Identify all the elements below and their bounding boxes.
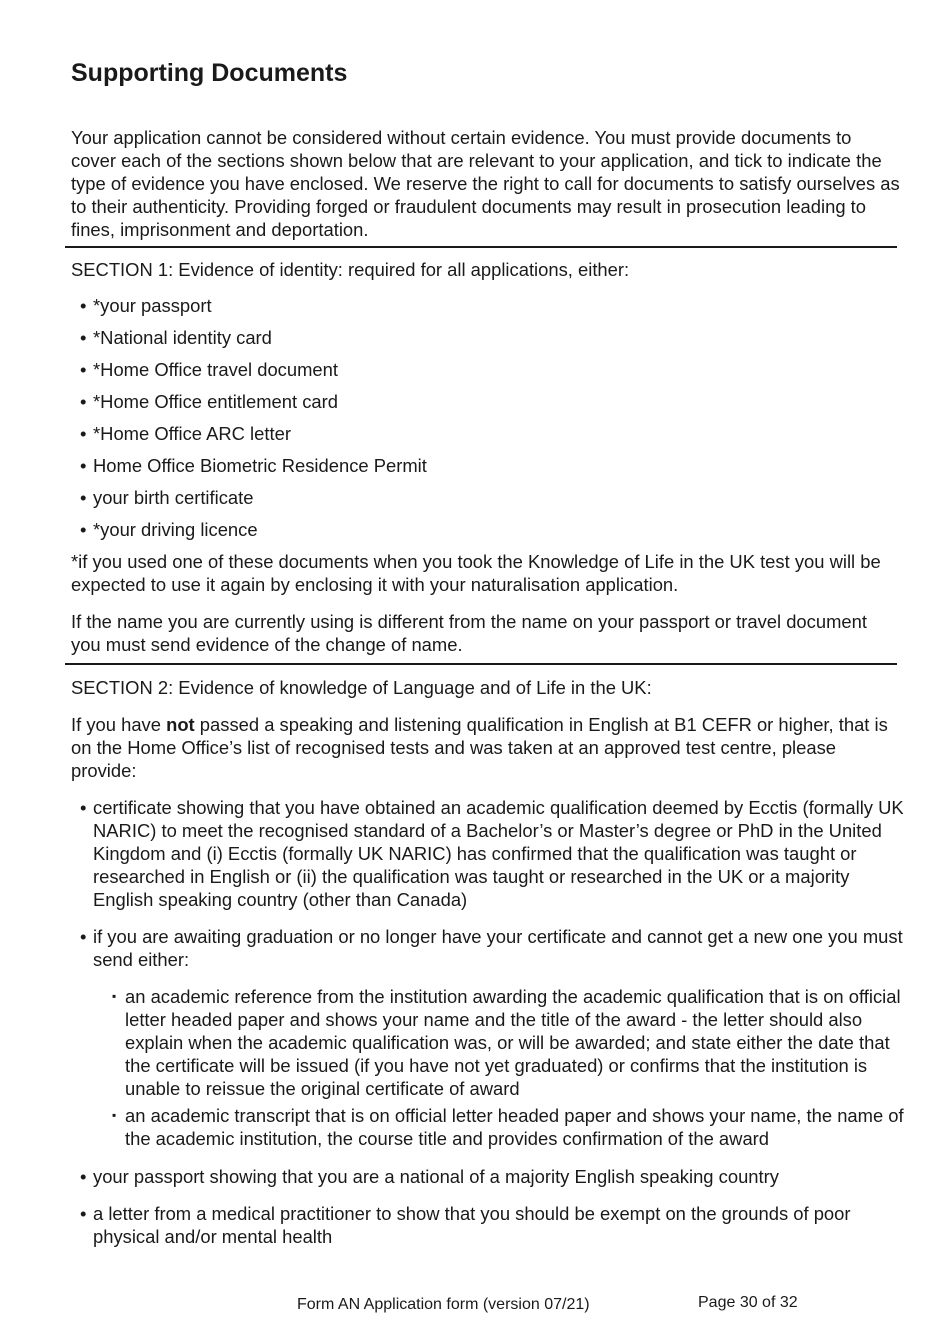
sub-list-item: ▪ an academic reference from the institution awarding the academic qualification that is on official letter headed paper and shows your name and the title of the award - the letter should also explain when the academic qualification was, or will be awarded; and state either the date that the certificate will be issued (if you have not yet graduated) or confirms that the institution is unable to reissue the original certificate of award	[112, 985, 905, 1100]
list-item: • your birth certificate	[80, 486, 913, 509]
list-item: • *Home Office travel document	[80, 358, 913, 381]
page-title: Supporting Documents	[71, 59, 348, 87]
section2-intro-start: If you have	[71, 714, 167, 735]
section-divider	[65, 246, 897, 248]
name-change-note: If the name you are currently using is different from the name on your passport or travel document you must send evidence of the change of name.	[71, 611, 867, 655]
section1-note: *if you used one of these documents when you took the Knowledge of Life in the UK test you will be expected to use it again by enclosing it with your naturalisation application.	[71, 551, 881, 595]
list-item: • *your passport	[80, 294, 913, 317]
list-item: • *Home Office entitlement card	[80, 390, 913, 413]
list-item: • if you are awaiting graduation or no longer have your certificate and cannot get a new one you must send either:	[80, 925, 913, 971]
section2-heading: SECTION 2: Evidence of knowledge of Language and of Life in the UK:	[71, 677, 652, 698]
list-item: • a letter from a medical practitioner to show that you should be exempt on the grounds of poor physical and/or mental health	[80, 1202, 913, 1248]
list-item: • certificate showing that you have obtained an academic qualification deemed by Ecctis (formally UK NARIC) to meet the recognised standard of a Bachelor’s or Master’s degree or PhD in the United Kingdom and (i) Ecctis (formally UK NARIC) has confirmed that the qualification was taught or researched in English or (ii) the qualification was taught or researched in the UK or a majority English speaking country (other than Canada)	[80, 796, 913, 911]
list-item: • your passport showing that you are a national of a majority English speaking country	[80, 1165, 913, 1188]
section1-heading: SECTION 1: Evidence of identity: required for all applications, either:	[71, 259, 630, 280]
section2-intro-rest: passed a speaking and listening qualification in English at B1 CEFR or higher, that is on the Home Office’s list of recognised tests and was taken at an approved test centre, please provide:	[71, 714, 888, 781]
sub-list-item: ▪ an academic transcript that is on official letter headed paper and shows your name, the name of the academic institution, the course title and provides confirmation of the award	[112, 1104, 905, 1150]
list-item: • *National identity card	[80, 326, 913, 349]
section-divider	[65, 663, 897, 665]
footer-page-number: Page 30 of 32	[698, 1294, 798, 1311]
intro-paragraph: Your application cannot be considered without certain evidence. You must provide documents to cover each of the sections shown below that are relevant to your application, and tick to indicate the type of evidence you have enclosed. We reserve the right to call for documents to satisfy ourselves as to their authenticity. Providing forged or fraudulent documents may result in prosecution leading to fines, imprisonment and deportation.	[71, 127, 900, 240]
list-item: • *Home Office ARC letter	[80, 422, 913, 445]
section2-intro-emphasis: not	[166, 714, 195, 735]
footer-form-label: Form AN Application form (version 07/21)	[297, 1296, 590, 1313]
section2-intro	[71, 713, 901, 782]
list-item: • Home Office Biometric Residence Permit	[80, 454, 913, 477]
list-item: • *your driving licence	[80, 518, 913, 541]
